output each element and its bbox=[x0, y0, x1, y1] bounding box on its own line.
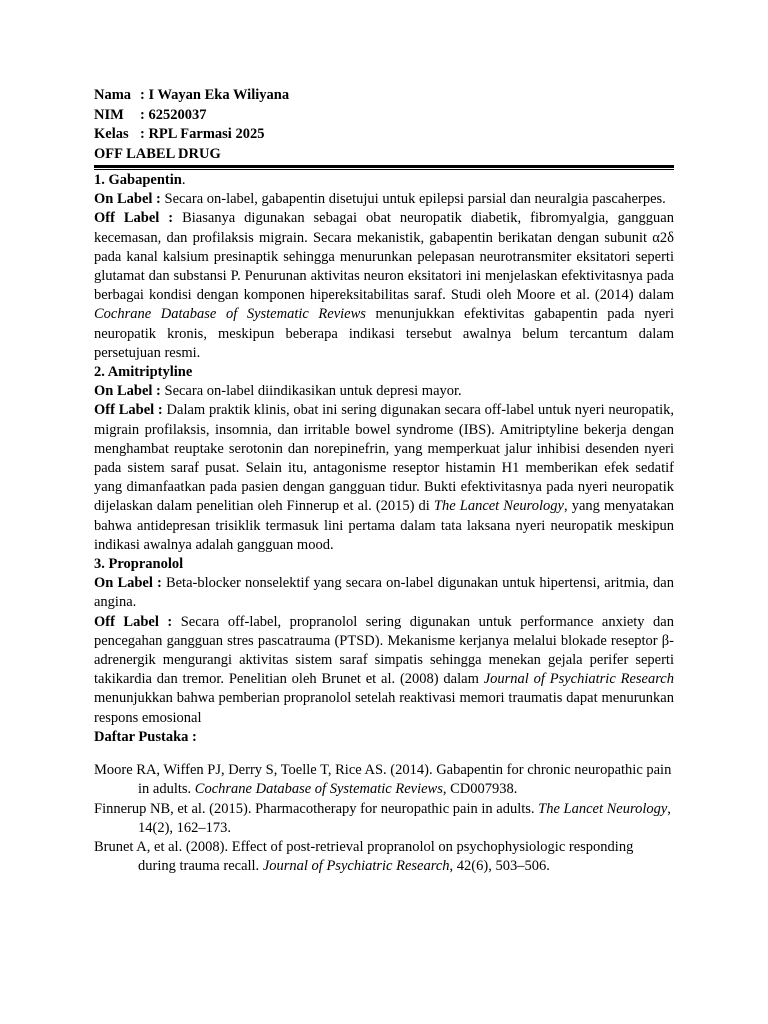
header-row-nama bbox=[94, 86, 674, 106]
gabapentin-on-label bbox=[94, 190, 674, 209]
header-row-kelas bbox=[94, 125, 674, 145]
section-title-text: 2. Amitriptyline bbox=[94, 364, 193, 381]
document-title: OFF LABEL DRUG bbox=[94, 145, 221, 162]
off-label-text-cont: , yang menyatakan bahwa antidepresan trisiklik termasuk lini pertama dalam tata laksana nyeri neuropatik meskipun indikasi awalnya adalah gangguan mood. bbox=[94, 498, 675, 553]
off-label-heading: Off Label : bbox=[94, 613, 173, 630]
on-label-text: Secara on-label diindikasikan untuk depresi mayor. bbox=[160, 383, 462, 400]
on-label-heading: On Label : bbox=[94, 575, 162, 592]
off-label-text: Secara off-label, propranolol sering digunakan untuk performance anxiety dan pencegahan gangguan stres pascatrauma (PTSD). Mekanisme kerjanya melalui blokade reseptor β-adrenergik mengurangi aktivitas sistem saraf simpatis sehingga menekan gejala perifer seperti takikardia dan tremor. Penelitian oleh Brunet et al. (2008) dalam bbox=[94, 613, 674, 688]
kelas-label: Kelas bbox=[94, 126, 129, 142]
amitriptyline-off-label bbox=[94, 401, 674, 555]
on-label-text: Secara on-label, gabapentin disetujui untuk epilepsi parsial dan neuralgia pascaherpes. bbox=[160, 191, 666, 208]
reference-text: Finnerup NB, et al. (2015). Pharmacotherapy for neuropathic pain in adults. bbox=[94, 800, 539, 817]
document-header bbox=[94, 86, 674, 164]
propranolol-off-label bbox=[94, 613, 674, 728]
reference-text-end: , 42(6), 503–506. bbox=[449, 858, 550, 875]
off-label-text: Biasanya digunakan sebagai obat neuropatik diabetik, fibromyalgia, gangguan kecemasan, dan profilaksis migrain. Secara mekanistik, gabapentin berikatan dengan subunit α2δ pada kanal kalsium presinaptik sehingga menurunkan pelepasan neurotransmiter eksitatori seperti glutamat dan substansi P. Penurunan aktivitas neuron eksitatori ini menjelaskan efektivitasnya pada berbagai kondisi dengan komponen hipereksitabilitas saraf. Studi oleh Moore et al. (2014) dalam bbox=[94, 210, 674, 304]
on-label-heading: On Label : bbox=[94, 383, 161, 400]
on-label-text: Beta-blocker nonselektif yang secara on-label digunakan untuk hipertensi, aritmia, dan angina. bbox=[94, 575, 674, 611]
document-body bbox=[94, 171, 674, 876]
header-row-nim bbox=[94, 106, 674, 126]
reference-journal: Cochrane Database of Systematic Reviews bbox=[194, 781, 443, 798]
reference-item bbox=[94, 761, 674, 799]
nim-label: NIM bbox=[94, 106, 124, 123]
reference-text-end: , CD007938. bbox=[442, 781, 518, 798]
section-title-text: 3. Propranolol bbox=[94, 556, 184, 573]
amitriptyline-on-label bbox=[94, 382, 674, 401]
reference-item bbox=[94, 838, 674, 876]
reference-item bbox=[94, 800, 674, 838]
off-label-heading: Off Label : bbox=[94, 402, 163, 419]
reference-journal: The Lancet Neurology bbox=[538, 800, 668, 817]
references-list bbox=[94, 761, 674, 876]
nim-value: : 62520037 bbox=[140, 106, 207, 123]
off-label-text: Dalam praktik klinis, obat ini sering digunakan secara off-label untuk nyeri neuropatik, migrain profilaksis, insomnia, dan irritable bowel syndrome (IBS). Amitriptyline bekerja dengan menghambat reuptake serotonin dan norepinefrin, yang memperkuat jalur inhibisi desenden nyeri pada sistem saraf pusat. Selain itu, antagonisme reseptor histamin H1 memberikan efek sedatif yang dimanfaatkan pada pasien dengan gangguan tidur. Bukti efektivitasnya pada nyeri neuropatik dijelaskan dalam penelitian oleh Finnerup et al. (2015) di bbox=[94, 402, 674, 515]
journal-name: Journal of Psychiatric Research bbox=[483, 671, 674, 688]
section-title-amitriptyline bbox=[94, 363, 674, 382]
reference-text-end: , 14(2), 162–173. bbox=[138, 800, 671, 836]
on-label-heading: On Label : bbox=[94, 191, 161, 208]
reference-journal: Journal of Psychiatric Research bbox=[262, 858, 450, 875]
references-title: Daftar Pustaka : bbox=[94, 728, 197, 745]
reference-text: Moore RA, Wiffen PJ, Derry S, Toelle T, Rice AS. (2014). Gabapentin for chronic neuropathic pain in adults. bbox=[94, 762, 672, 798]
nama-value: : I Wayan Eka Wiliyana bbox=[140, 87, 290, 103]
reference-text: Brunet A, et al. (2008). Effect of post-retrieval propranolol on psychophysiologic responding during trauma recall. bbox=[94, 838, 634, 875]
section-title-suffix: . bbox=[181, 172, 186, 188]
section-title-gabapentin bbox=[94, 171, 674, 190]
off-label-heading: Off Label : bbox=[94, 210, 174, 227]
gabapentin-off-label bbox=[94, 209, 674, 363]
kelas-value: : RPL Farmasi 2025 bbox=[140, 126, 265, 142]
section-title-propranolol bbox=[94, 555, 674, 574]
propranolol-on-label bbox=[94, 574, 674, 612]
journal-name: The Lancet Neurology bbox=[433, 498, 564, 515]
section-title-text: 1. Gabapentin bbox=[94, 172, 182, 188]
off-label-text-cont: menunjukkan efektivitas gabapentin pada nyeri neuropatik kronis, meskipun beberapa indikasi tersebut awalnya belum tercantum dalam persetujuan resmi. bbox=[94, 306, 674, 361]
header-divider bbox=[94, 165, 674, 170]
nama-label: Nama bbox=[94, 87, 132, 103]
journal-name: Cochrane Database of Systematic Reviews bbox=[94, 306, 366, 323]
off-label-text-cont: menunjukkan bahwa pemberian propranolol setelah reaktivasi memori traumatis dapat menurunkan respons emosional bbox=[94, 690, 674, 726]
